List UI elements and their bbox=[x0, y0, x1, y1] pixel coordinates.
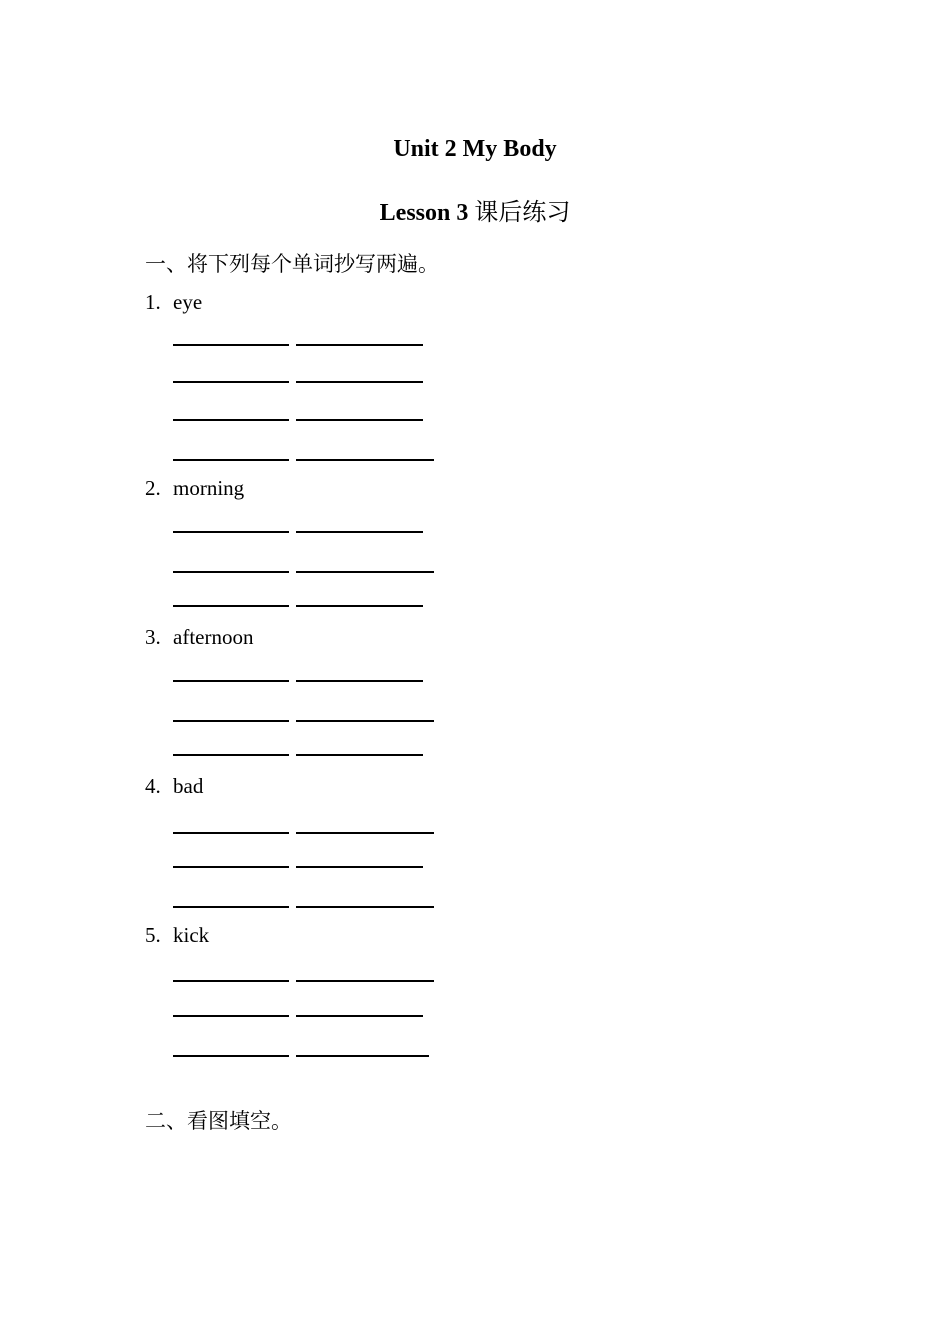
item-word: kick bbox=[173, 923, 210, 947]
item-number: 5. bbox=[145, 923, 161, 947]
list-item-eye bbox=[145, 289, 202, 315]
writing-line-row[interactable] bbox=[173, 832, 443, 834]
list-item-afternoon bbox=[145, 624, 253, 650]
writing-line-row[interactable] bbox=[173, 866, 443, 868]
writing-blank[interactable] bbox=[173, 720, 289, 722]
list-item-kick bbox=[145, 922, 209, 948]
item-number: 3. bbox=[145, 625, 161, 649]
writing-blank[interactable] bbox=[173, 754, 289, 756]
item-word: eye bbox=[173, 290, 203, 314]
writing-line-row[interactable] bbox=[173, 1015, 443, 1017]
writing-blank[interactable] bbox=[173, 866, 289, 868]
writing-line-row[interactable] bbox=[173, 381, 443, 383]
writing-blank[interactable] bbox=[173, 571, 289, 573]
writing-blank[interactable] bbox=[296, 866, 423, 868]
writing-blank[interactable] bbox=[296, 344, 423, 346]
page-title: Unit 2 My Body bbox=[393, 136, 557, 162]
lesson-label: 课后练习 bbox=[474, 200, 571, 226]
writing-line-row[interactable] bbox=[173, 459, 443, 461]
section-2-heading: 二、看图填空。 bbox=[145, 1109, 292, 1133]
writing-blank[interactable] bbox=[296, 605, 423, 607]
writing-blank[interactable] bbox=[296, 832, 434, 834]
writing-blank[interactable] bbox=[173, 605, 289, 607]
writing-blank[interactable] bbox=[296, 419, 423, 421]
section-1-heading: 一、将下列每个单词抄写两遍。 bbox=[145, 252, 439, 276]
writing-blank[interactable] bbox=[296, 571, 434, 573]
writing-blank[interactable] bbox=[173, 381, 289, 383]
writing-blank[interactable] bbox=[173, 531, 289, 533]
list-item-bad bbox=[145, 773, 203, 799]
writing-blank[interactable] bbox=[296, 1055, 429, 1057]
writing-blank[interactable] bbox=[173, 906, 289, 908]
writing-blank[interactable] bbox=[296, 720, 434, 722]
writing-blank[interactable] bbox=[173, 344, 289, 346]
writing-blank[interactable] bbox=[296, 459, 434, 461]
writing-blank[interactable] bbox=[296, 680, 423, 682]
writing-blank[interactable] bbox=[296, 1015, 423, 1017]
writing-blank[interactable] bbox=[173, 1015, 289, 1017]
writing-line-row[interactable] bbox=[173, 531, 443, 533]
writing-line-row[interactable] bbox=[173, 344, 443, 346]
lesson-subtitle bbox=[0, 198, 950, 228]
writing-blank[interactable] bbox=[173, 680, 289, 682]
item-number: 4. bbox=[145, 774, 161, 798]
item-word: bad bbox=[173, 774, 204, 798]
writing-blank[interactable] bbox=[296, 381, 423, 383]
writing-blank[interactable] bbox=[296, 906, 434, 908]
writing-line-row[interactable] bbox=[173, 680, 443, 682]
lesson-number: Lesson 3 bbox=[379, 200, 469, 226]
writing-line-row[interactable] bbox=[173, 754, 443, 756]
item-number: 2. bbox=[145, 476, 161, 500]
writing-blank[interactable] bbox=[173, 980, 289, 982]
item-word: afternoon bbox=[173, 625, 254, 649]
writing-blank[interactable] bbox=[173, 419, 289, 421]
item-word: morning bbox=[173, 476, 245, 500]
writing-blank[interactable] bbox=[296, 980, 434, 982]
writing-line-row[interactable] bbox=[173, 605, 443, 607]
writing-line-row[interactable] bbox=[173, 419, 443, 421]
writing-line-row[interactable] bbox=[173, 906, 443, 908]
writing-line-row[interactable] bbox=[173, 1055, 443, 1057]
writing-line-row[interactable] bbox=[173, 980, 443, 982]
writing-line-row[interactable] bbox=[173, 571, 443, 573]
list-item-morning bbox=[145, 475, 244, 501]
writing-blank[interactable] bbox=[296, 531, 423, 533]
writing-blank[interactable] bbox=[173, 832, 289, 834]
writing-blank[interactable] bbox=[296, 754, 423, 756]
writing-blank[interactable] bbox=[173, 459, 289, 461]
writing-blank[interactable] bbox=[173, 1055, 289, 1057]
writing-line-row[interactable] bbox=[173, 720, 443, 722]
item-number: 1. bbox=[145, 290, 161, 314]
